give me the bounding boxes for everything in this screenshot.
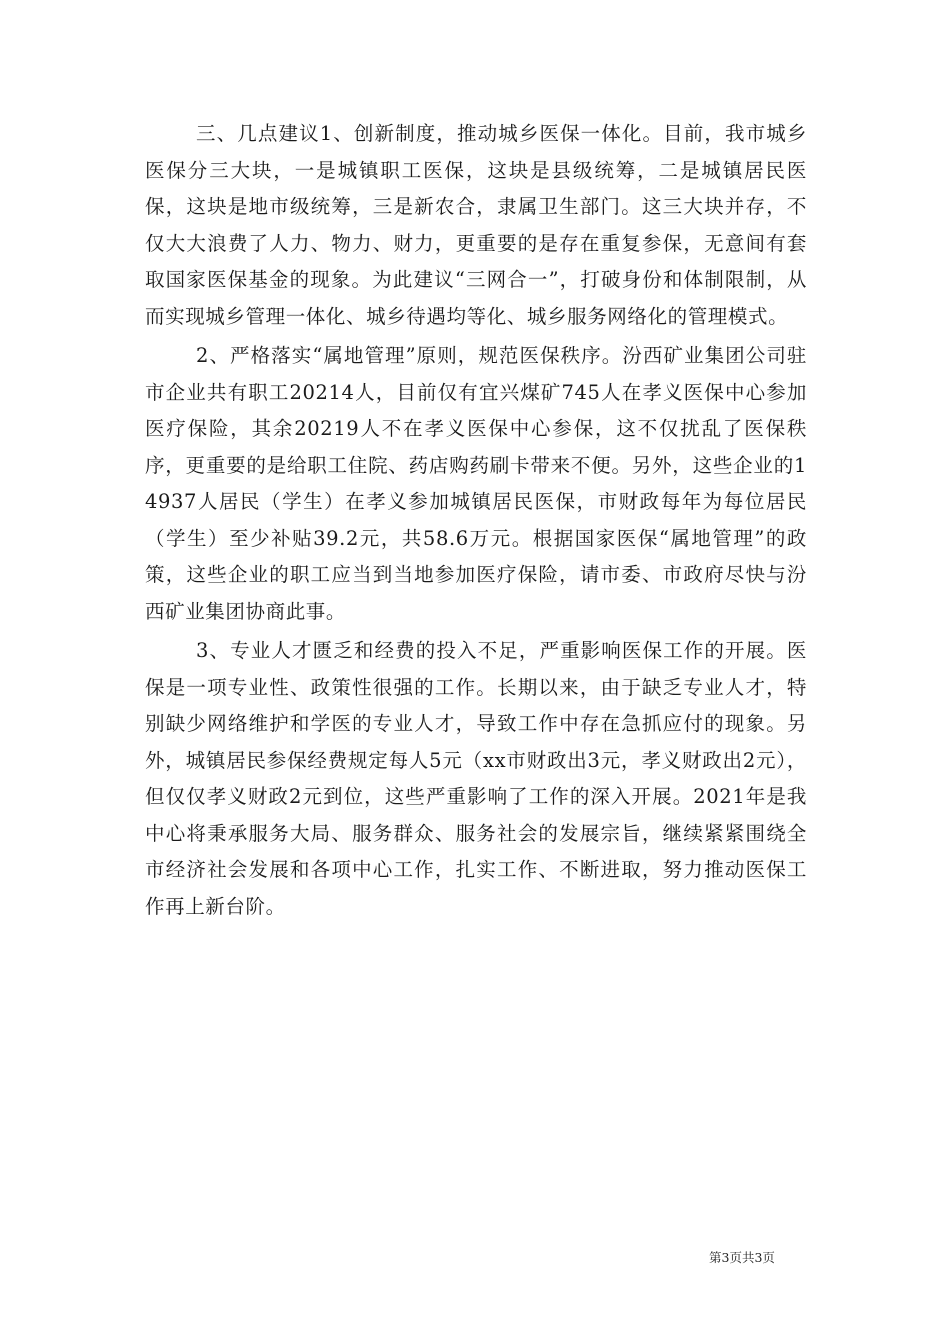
paragraph-recommendation-1: 三、几点建议1、创新制度，推动城乡医保一体化。目前，我市城乡医保分三大块，一是城镇职工医保，这块是县级统筹，二是城镇居民医保，这块是地市级统筹，三是新农合，隶属卫生部门。这三大块并存，不仅大大浪费了人力、物力、财力，更重要的是存在重复参保，无意间有套取国家医保基金的现象。为此建议“三网合一”，打破身份和体制限制，从而实现城乡管理一体化、城乡待遇均等化、城乡服务网络化的管理模式。 bbox=[145, 122, 807, 328]
paragraph-recommendation-2: 2、严格落实“属地管理”原则，规范医保秩序。汾西矿业集团公司驻市企业共有职工20214人，目前仅有宜兴煤矿745人在孝义医保中心参加医疗保险，其余20219人不在孝义医保中心参保，这不仅扰乱了医保秩序，更重要的是给职工住院、药店购药刷卡带来不便。另外，这些企业的14937人居民（学生）在孝义参加城镇居民医保，市财政每年为每位居民（学生）至少补贴39.2元，共58.6万元。根据国家医保“属地管理”的政策，这些企业的职工应当到当地参加医疗保险，请市委、市政府尽快与汾西矿业集团协商此事。 bbox=[145, 344, 807, 623]
document-body bbox=[145, 116, 807, 928]
page-number-footer: 第3页共3页 bbox=[709, 1250, 775, 1265]
paragraph-recommendation-3: 3、专业人才匮乏和经费的投入不足，严重影响医保工作的开展。医保是一项专业性、政策性很强的工作。长期以来，由于缺乏专业人才，特别缺少网络维护和学医的专业人才，导致工作中存在急抓应付的现象。另外，城镇居民参保经费规定每人5元（xx市财政出3元，孝义财政出2元），但仅仅孝义财政2元到位，这些严重影响了工作的深入开展。2021年是我中心将秉承服务大局、服务群众、服务社会的发展宗旨，继续紧紧围绕全市经济社会发展和各项中心工作，扎实工作、不断进取，努力推动医保工作再上新台阶。 bbox=[145, 639, 807, 918]
